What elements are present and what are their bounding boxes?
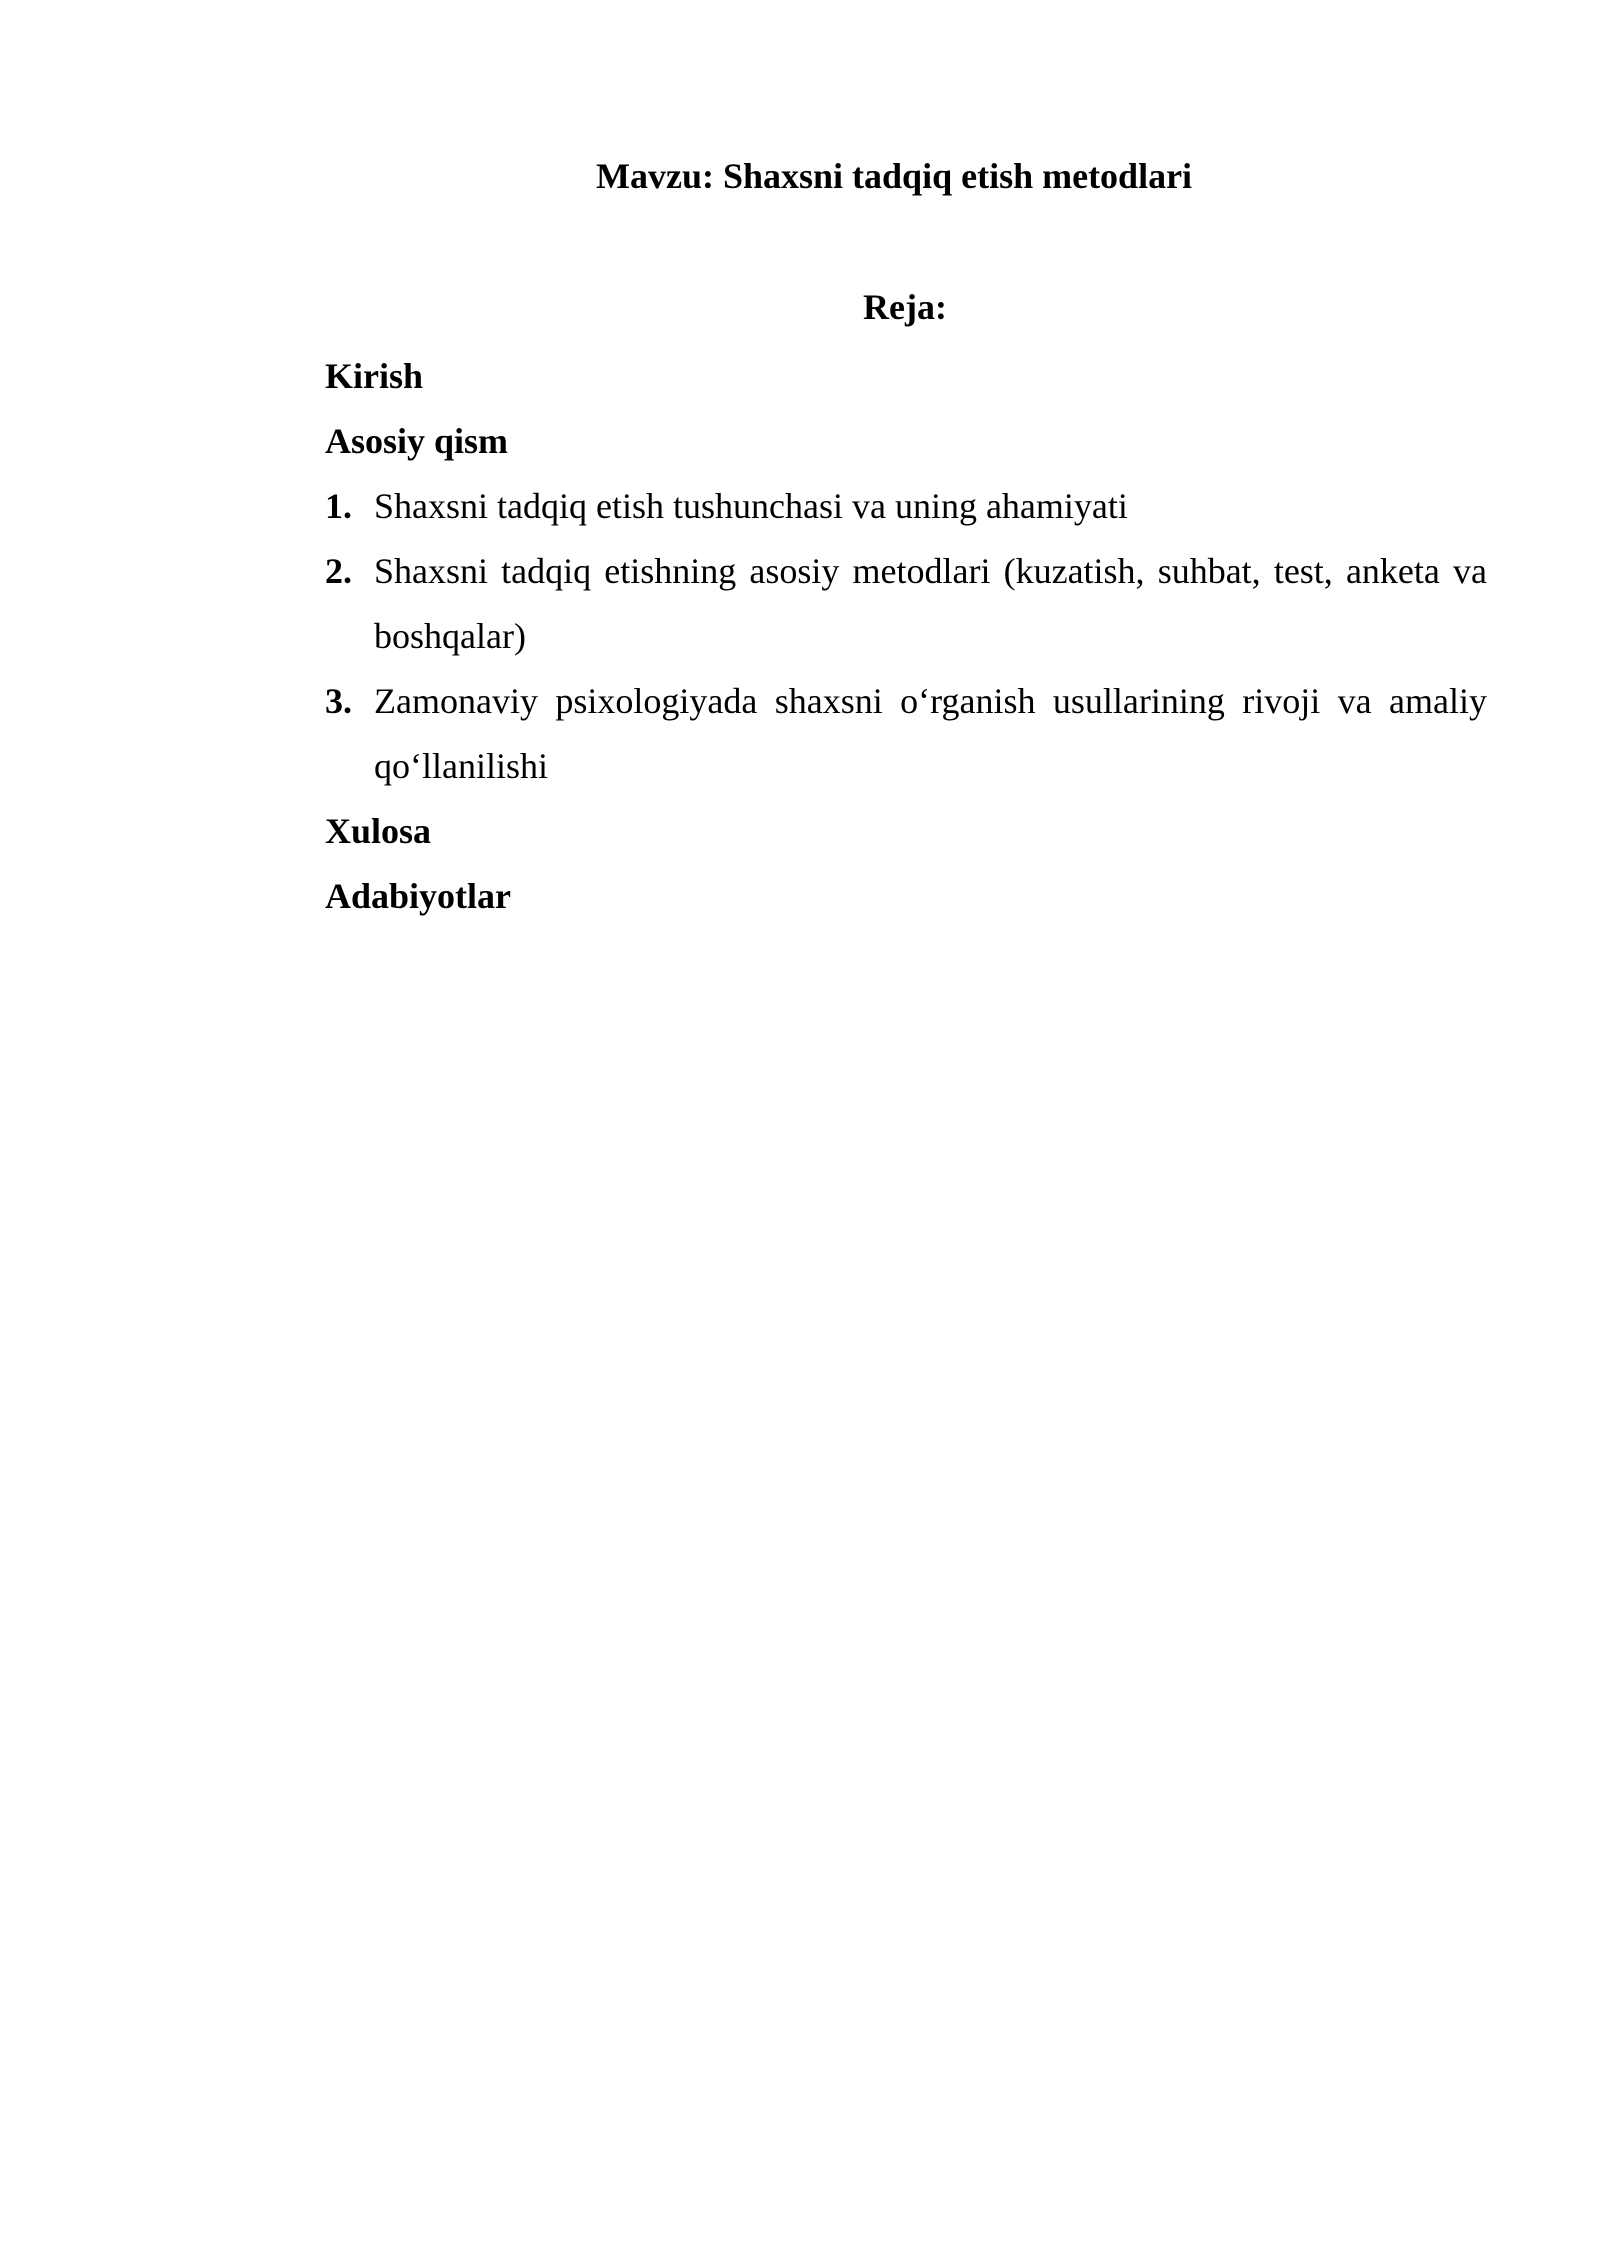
section-main: Asosiy qism [325,421,509,461]
plan-item-2 [325,539,1487,669]
document-title: Mavzu: Shaxsni tadqiq etish metodlari [596,156,1193,196]
section-conclusion: Xulosa [325,811,432,851]
plan-item-3 [325,669,1487,799]
section-intro: Kirish [325,356,424,396]
plan-content [325,344,1487,929]
plan-item-text: Shaxsni tadqiq etish tushunchasi va uning ahamiyati [374,486,1128,526]
plan-item-text: Zamonaviy psixologiyada shaxsni o‘rganish usullarining rivoji va amaliy qo‘llanilishi [374,681,1487,786]
section-references: Adabiyotlar [325,876,512,916]
plan-heading: Reja: [863,287,947,327]
plan-item-number: 1. [325,486,352,526]
plan-item-number: 3. [325,681,352,721]
plan-item-number: 2. [325,551,352,591]
plan-item-text: Shaxsni tadqiq etishning asosiy metodlari (kuzatish, suhbat, test, anketa va boshqalar) [374,551,1487,656]
plan-item-1 [325,474,1487,539]
